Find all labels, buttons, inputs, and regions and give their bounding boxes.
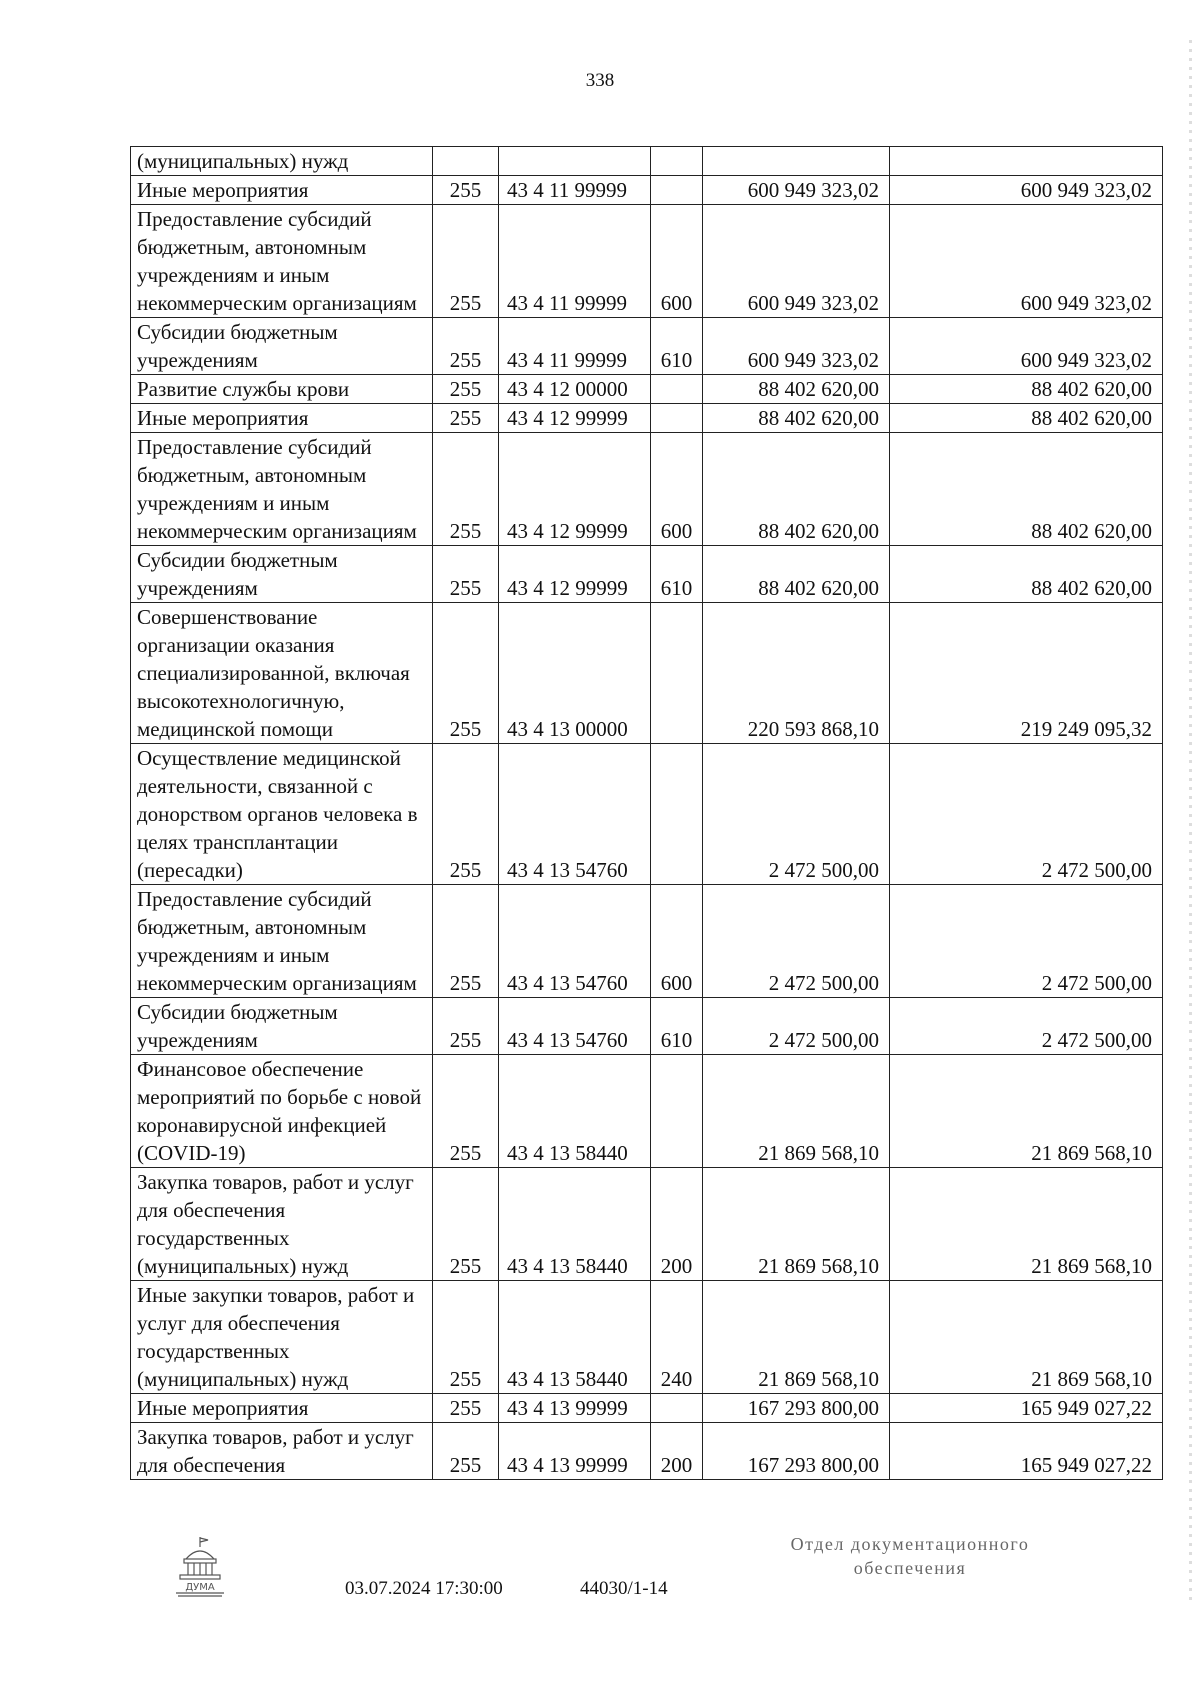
table-row — [131, 1423, 1163, 1480]
row-gr-code-cell — [433, 147, 499, 176]
row-name-cell: (муниципальных) нужд — [131, 147, 433, 176]
row-cs-code-cell: 43 4 13 58440 — [499, 1168, 651, 1281]
row-amount-b-cell: 2 472 500,00 — [890, 744, 1163, 885]
table-row — [131, 1055, 1163, 1168]
row-gr-code-cell: 255 — [433, 885, 499, 998]
row-amount-a-cell: 167 293 800,00 — [703, 1423, 890, 1480]
row-amount-a-cell: 21 869 568,10 — [703, 1055, 890, 1168]
row-name-cell: Субсидии бюджетным учреждениям — [131, 546, 433, 603]
row-gr-code-cell: 255 — [433, 1281, 499, 1394]
row-gr-code-cell: 255 — [433, 603, 499, 744]
row-cs-code-cell: 43 4 13 99999 — [499, 1394, 651, 1423]
row-vr-code-cell: 600 — [651, 885, 703, 998]
table-row — [131, 318, 1163, 375]
row-gr-code-cell: 255 — [433, 433, 499, 546]
table-row — [131, 603, 1163, 744]
row-amount-b-cell: 219 249 095,32 — [890, 603, 1163, 744]
row-amount-a-cell: 2 472 500,00 — [703, 885, 890, 998]
row-name-cell: Осуществление медицинской деятельности, связанной с донорством органов человека в целях трансплантации (пересадки) — [131, 744, 433, 885]
row-cs-code-cell: 43 4 13 54760 — [499, 998, 651, 1055]
table-row — [131, 885, 1163, 998]
row-cs-code-cell: 43 4 11 99999 — [499, 176, 651, 205]
row-name-cell: Предоставление субсидий бюджетным, автономным учреждениям и иным некоммерческим организациям — [131, 885, 433, 998]
budget-table — [130, 146, 1163, 1480]
row-amount-a-cell: 88 402 620,00 — [703, 404, 890, 433]
row-cs-code-cell: 43 4 13 54760 — [499, 885, 651, 998]
table-row — [131, 205, 1163, 318]
row-vr-code-cell: 610 — [651, 998, 703, 1055]
row-vr-code-cell: 610 — [651, 546, 703, 603]
row-amount-b-cell: 88 402 620,00 — [890, 404, 1163, 433]
row-vr-code-cell — [651, 375, 703, 404]
row-amount-b-cell: 2 472 500,00 — [890, 885, 1163, 998]
row-name-cell: Предоставление субсидий бюджетным, автономным учреждениям и иным некоммерческим организациям — [131, 205, 433, 318]
row-cs-code-cell: 43 4 13 54760 — [499, 744, 651, 885]
row-name-cell: Иные мероприятия — [131, 404, 433, 433]
row-gr-code-cell: 255 — [433, 176, 499, 205]
row-amount-b-cell: 21 869 568,10 — [890, 1168, 1163, 1281]
row-gr-code-cell: 255 — [433, 375, 499, 404]
row-cs-code-cell: 43 4 12 99999 — [499, 546, 651, 603]
row-gr-code-cell: 255 — [433, 998, 499, 1055]
row-gr-code-cell: 255 — [433, 318, 499, 375]
row-name-cell: Совершенствование организации оказания специализированной, включая высокотехнологичную, медицинской помощи — [131, 603, 433, 744]
row-amount-b-cell: 2 472 500,00 — [890, 998, 1163, 1055]
row-amount-a-cell: 21 869 568,10 — [703, 1281, 890, 1394]
table-row — [131, 744, 1163, 885]
row-cs-code-cell: 43 4 12 99999 — [499, 433, 651, 546]
table-row — [131, 1281, 1163, 1394]
table-row — [131, 375, 1163, 404]
row-amount-b-cell: 88 402 620,00 — [890, 433, 1163, 546]
row-amount-a-cell — [703, 147, 890, 176]
table-row — [131, 433, 1163, 546]
row-amount-b-cell: 21 869 568,10 — [890, 1055, 1163, 1168]
row-cs-code-cell: 43 4 13 58440 — [499, 1055, 651, 1168]
row-vr-code-cell — [651, 603, 703, 744]
row-name-cell: Иные мероприятия — [131, 1394, 433, 1423]
row-amount-a-cell: 220 593 868,10 — [703, 603, 890, 744]
row-name-cell: Закупка товаров, работ и услуг для обеспечения государственных (муниципальных) нужд — [131, 1168, 433, 1281]
row-gr-code-cell: 255 — [433, 1168, 499, 1281]
row-cs-code-cell: 43 4 12 99999 — [499, 404, 651, 433]
row-cs-code-cell: 43 4 13 99999 — [499, 1423, 651, 1480]
row-vr-code-cell: 200 — [651, 1423, 703, 1480]
row-vr-code-cell: 240 — [651, 1281, 703, 1394]
page-number: 338 — [585, 70, 615, 91]
row-amount-a-cell: 88 402 620,00 — [703, 546, 890, 603]
row-vr-code-cell — [651, 1055, 703, 1168]
row-amount-b-cell: 600 949 323,02 — [890, 176, 1163, 205]
row-vr-code-cell: 200 — [651, 1168, 703, 1281]
row-vr-code-cell — [651, 744, 703, 885]
row-amount-a-cell: 88 402 620,00 — [703, 433, 890, 546]
logo-text: ДУМА — [185, 1582, 215, 1593]
row-name-cell: Предоставление субсидий бюджетным, автономным учреждениям и иным некоммерческим организациям — [131, 433, 433, 546]
scan-edge-artifact — [1189, 40, 1192, 1600]
row-vr-code-cell — [651, 404, 703, 433]
row-gr-code-cell: 255 — [433, 1055, 499, 1168]
row-amount-b-cell: 165 949 027,22 — [890, 1394, 1163, 1423]
stamp-line-1: Отдел документационного — [790, 1534, 1030, 1554]
row-name-cell: Иные закупки товаров, работ и услуг для обеспечения государственных (муниципальных) нужд — [131, 1281, 433, 1394]
row-amount-a-cell: 600 949 323,02 — [703, 176, 890, 205]
row-amount-a-cell: 21 869 568,10 — [703, 1168, 890, 1281]
row-amount-b-cell: 165 949 027,22 — [890, 1423, 1163, 1480]
row-gr-code-cell: 255 — [433, 546, 499, 603]
row-amount-a-cell: 600 949 323,02 — [703, 318, 890, 375]
row-gr-code-cell: 255 — [433, 404, 499, 433]
row-name-cell: Субсидии бюджетным учреждениям — [131, 318, 433, 375]
row-cs-code-cell — [499, 147, 651, 176]
row-vr-code-cell: 610 — [651, 318, 703, 375]
row-amount-a-cell: 167 293 800,00 — [703, 1394, 890, 1423]
row-cs-code-cell: 43 4 11 99999 — [499, 318, 651, 375]
budget-table-body — [131, 147, 1163, 1480]
row-amount-b-cell: 88 402 620,00 — [890, 546, 1163, 603]
row-cs-code-cell: 43 4 13 58440 — [499, 1281, 651, 1394]
row-name-cell: Закупка товаров, работ и услуг для обеспечения — [131, 1423, 433, 1480]
row-gr-code-cell: 255 — [433, 744, 499, 885]
stamp-line-2: обеспечения — [853, 1558, 967, 1578]
row-amount-a-cell: 2 472 500,00 — [703, 998, 890, 1055]
row-name-cell: Развитие службы крови — [131, 375, 433, 404]
row-amount-b-cell: 600 949 323,02 — [890, 205, 1163, 318]
row-cs-code-cell: 43 4 13 00000 — [499, 603, 651, 744]
table-row — [131, 404, 1163, 433]
row-name-cell: Иные мероприятия — [131, 176, 433, 205]
row-amount-b-cell — [890, 147, 1163, 176]
table-row — [131, 1168, 1163, 1281]
table-row — [131, 147, 1163, 176]
row-amount-a-cell: 600 949 323,02 — [703, 205, 890, 318]
row-vr-code-cell: 600 — [651, 433, 703, 546]
table-row — [131, 998, 1163, 1055]
row-amount-b-cell: 600 949 323,02 — [890, 318, 1163, 375]
row-cs-code-cell: 43 4 11 99999 — [499, 205, 651, 318]
row-vr-code-cell: 600 — [651, 205, 703, 318]
table-row — [131, 176, 1163, 205]
footer-doc-number: 44030/1-14 — [580, 1578, 668, 1599]
row-gr-code-cell: 255 — [433, 1423, 499, 1480]
row-name-cell: Субсидии бюджетным учреждениям — [131, 998, 433, 1055]
table-row — [131, 1394, 1163, 1423]
footer-datetime: 03.07.2024 17:30:00 — [345, 1578, 503, 1599]
row-name-cell: Финансовое обеспечение мероприятий по борьбе с новой коронавирусной инфекцией (COVID-19) — [131, 1055, 433, 1168]
row-vr-code-cell — [651, 147, 703, 176]
row-gr-code-cell: 255 — [433, 205, 499, 318]
row-gr-code-cell: 255 — [433, 1394, 499, 1423]
duma-logo-icon — [172, 1535, 228, 1597]
row-amount-a-cell: 88 402 620,00 — [703, 375, 890, 404]
row-cs-code-cell: 43 4 12 00000 — [499, 375, 651, 404]
row-vr-code-cell — [651, 1394, 703, 1423]
row-amount-a-cell: 2 472 500,00 — [703, 744, 890, 885]
row-amount-b-cell: 21 869 568,10 — [890, 1281, 1163, 1394]
table-row — [131, 546, 1163, 603]
row-vr-code-cell — [651, 176, 703, 205]
row-amount-b-cell: 88 402 620,00 — [890, 375, 1163, 404]
department-stamp — [770, 1532, 1050, 1580]
